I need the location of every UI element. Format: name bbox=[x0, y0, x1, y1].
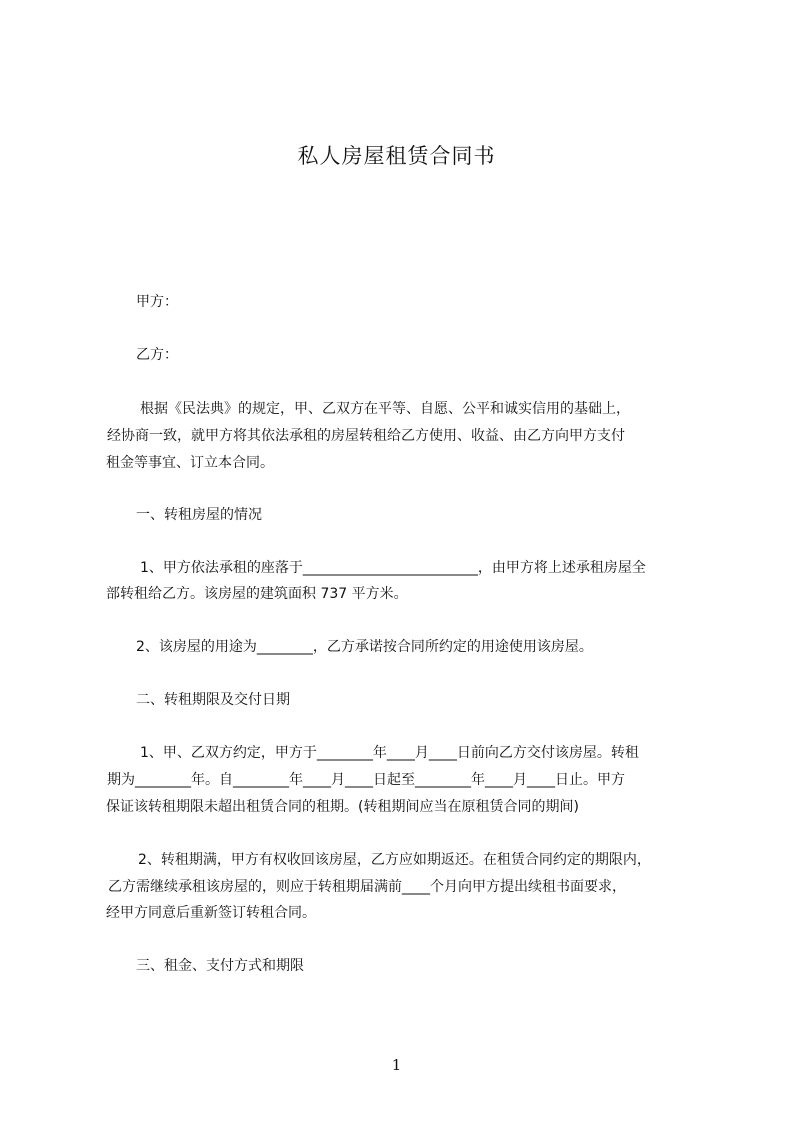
paragraph-line: 租金等事宜、订立本合同。 bbox=[106, 455, 274, 471]
paragraph-line: 根据《民法典》的规定，甲、乙双方在平等、自愿、公平和诚实信用的基础上， bbox=[140, 401, 630, 417]
party-b-line: 乙方： bbox=[136, 347, 178, 363]
paragraph-line: 2、该房屋的用途为________，乙方承诺按合同所约定的用途使用该房屋。 bbox=[136, 639, 593, 655]
page-number: 1 bbox=[391, 1056, 402, 1074]
paragraph-line: 2、转租期满，甲方有权收回该房屋，乙方应如期返还。在租赁合同约定的期限内， bbox=[138, 852, 651, 868]
paragraph-line: 经甲方同意后重新签订转租合同。 bbox=[106, 905, 316, 921]
paragraph-line: 1、甲方依法承租的座落于_________________________，由甲方将上述承租房屋全 bbox=[140, 560, 646, 576]
paragraph-line: 1、甲、乙双方约定，甲方于________年____月____日前向乙方交付该房屋。转租 bbox=[140, 745, 639, 761]
paragraph-line: 乙方需继续承租该房屋的，则应于转租期届满前____个月向甲方提出续租书面要求， bbox=[108, 879, 626, 895]
section-heading: 三、租金、支付方式和期限 bbox=[136, 958, 304, 974]
paragraph-line: 保证该转租期限未超出租赁合同的租期。(转租期间应当在原租赁合同的期间) bbox=[106, 799, 579, 815]
paragraph-line: 经协商一致，就甲方将其依法承租的房屋转租给乙方使用、收益、由乙方向甲方支付 bbox=[107, 428, 625, 444]
section-heading: 二、转租期限及交付日期 bbox=[136, 692, 290, 708]
document-title: 私人房屋租赁合同书 bbox=[297, 144, 496, 168]
section-heading: 一、转租房屋的情况 bbox=[136, 507, 262, 523]
paragraph-line: 部转租给乙方。该房屋的建筑面积 737 平方米。 bbox=[106, 586, 408, 602]
party-a-line: 甲方： bbox=[136, 294, 178, 310]
paragraph-line: 期为________年。自________年____月____日起至________年____月____日止。甲方 bbox=[107, 772, 625, 788]
